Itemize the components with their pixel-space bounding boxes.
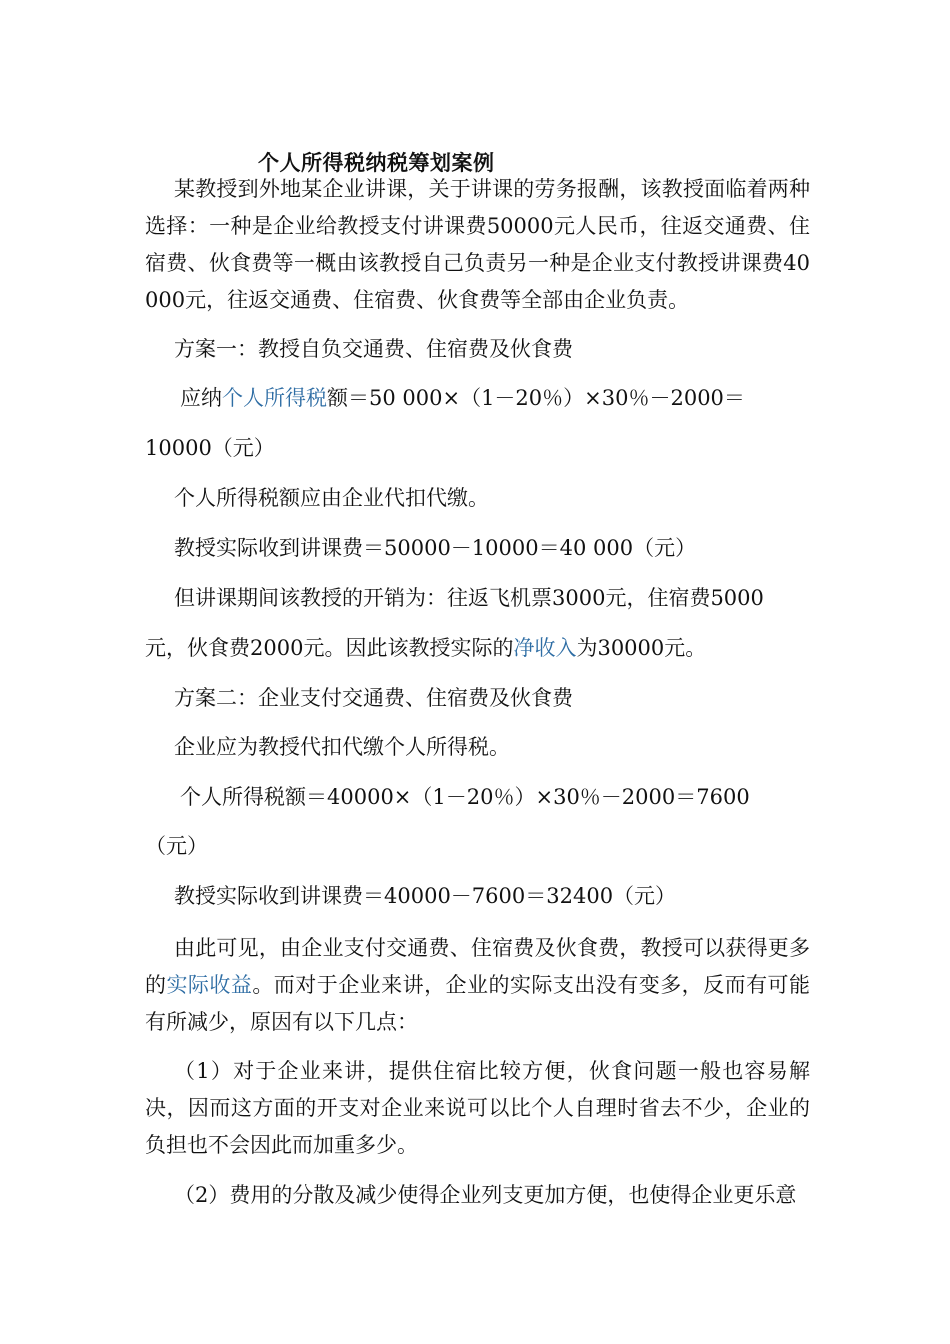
plan2-received: 教授实际收到讲课费＝40000－7600＝32400（元） (174, 884, 677, 908)
plan2-tax-formula: 个人所得税额＝40000×（1－20％）×30％－2000＝7600 (180, 785, 750, 809)
plan1-tax-line (180, 383, 745, 413)
plan1-tax-formula: 额＝50 000×（1－20％）×30％－2000＝ (327, 386, 745, 410)
plan2-withhold: 企业应为教授代扣代缴个人所得税。 (174, 735, 510, 759)
conclusion-suffix: 。而对于企业来讲，企业的实际支出没有变多，反而有可能有所减少，原因有以下几点： (145, 973, 811, 1034)
actual-income-link[interactable]: 实际收益 (166, 973, 253, 997)
conclusion-prefix: 由此可见，由企业支付交通费、住宿费及伙食费，教授可以获得更多的 (145, 936, 810, 997)
reason-2-paragraph: （2）费用的分散及减少使得企业列支更加方便，也使得企业更乐意 (174, 1183, 797, 1207)
document-title: 个人所得税纳税筹划案例 (258, 150, 495, 175)
plan2-heading: 方案二：企业支付交通费、住宿费及伙食费 (174, 686, 573, 710)
plan1-expenses-line1: 但讲课期间该教授的开销为：往返飞机票3000元，住宿费5000 (174, 586, 764, 610)
net-income-link[interactable]: 净收入 (513, 636, 577, 660)
plan1-expenses-line2 (145, 633, 706, 663)
plan1-received: 教授实际收到讲课费＝50000－10000＝40 000（元） (174, 536, 697, 560)
plan1-tax-result: 10000（元） (145, 436, 275, 460)
reason-1-paragraph: （1）对于企业来讲，提供住宿比较方便，伙食问题一般也容易解决，因而这方面的开支对企业来说可以比个人自理时省去不少，企业的负担也不会因此而加重多少。 (145, 1059, 810, 1157)
conclusion-paragraph (145, 930, 810, 1041)
intro-paragraph: 某教授到外地某企业讲课，关于讲课的劳务报酬，该教授面临着两种选择：一种是企业给教授支付讲课费50000元人民币，往返交通费、住宿费、伙食费等一概由该教授自己负责另一种是企业支付教授讲课费40 000元，往返交通费、住宿费、伙食费等全部由企业负责。 (145, 177, 810, 312)
plan2-tax-unit: （元） (145, 834, 208, 858)
plan1-tax-prefix: 应纳 (180, 386, 222, 410)
plan1-expenses-prefix: 元，伙食费2000元。因此该教授实际的 (145, 636, 514, 660)
plan1-expenses-suffix: 为30000元。 (576, 636, 707, 660)
plan1-heading: 方案一：教授自负交通费、住宿费及伙食费 (174, 337, 573, 361)
personal-income-tax-link[interactable]: 个人所得税 (222, 386, 327, 410)
plan1-withhold: 个人所得税额应由企业代扣代缴。 (174, 486, 489, 510)
